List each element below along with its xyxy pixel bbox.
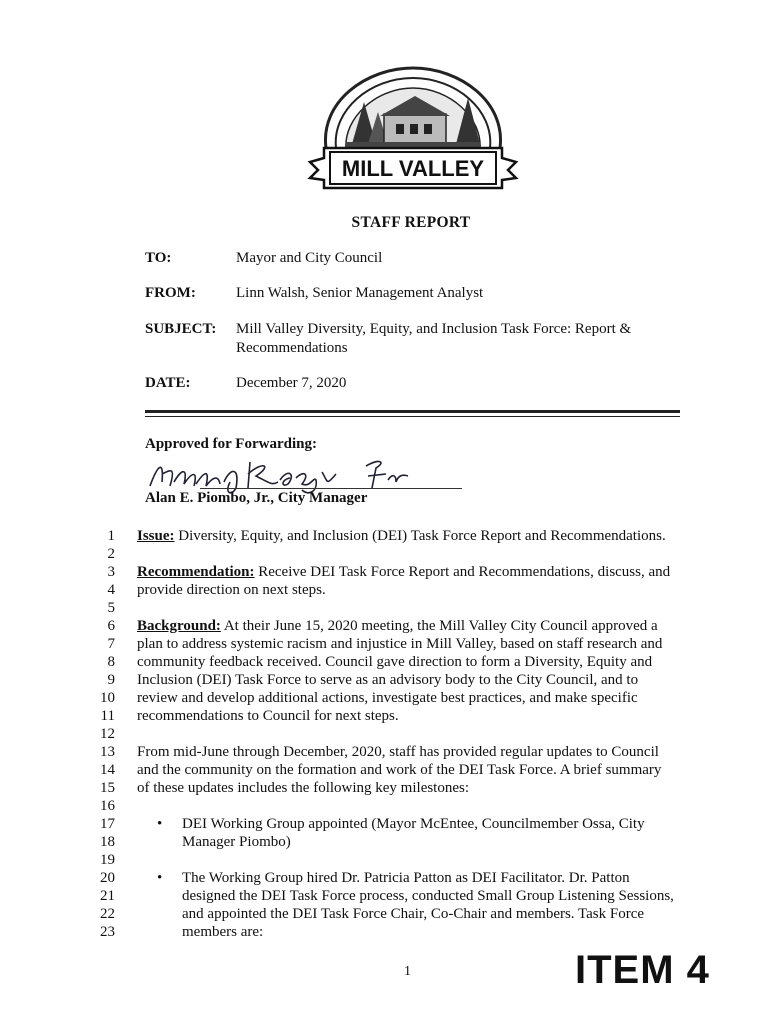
from-value: Linn Walsh, Senior Management Analyst [236,285,484,301]
signature-line [200,488,462,489]
subject-value: Mill Valley Diversity, Equity, and Inclusion Task Force: Report & [236,321,632,337]
date-value: December 7, 2020 [236,375,347,391]
bullet-2-text-2: designed the DEI Task Force process, conducted Small Group Listening Sessions, [182,888,674,904]
subject-label: SUBJECT: [145,321,217,337]
recommendation-label: Recommendation: [137,564,255,580]
bullet-2-text-4: members are: [182,924,264,940]
background-text-6: recommendations to Council for next steps. [137,708,399,724]
line-number: 16 [100,798,115,814]
background-text-3: community feedback received. Council gave direction to form a Diversity, Equity and [137,654,653,670]
background-text-5: review and develop additional actions, investigate best practices, and make specific [137,690,638,706]
report-title: STAFF REPORT [351,214,471,231]
background-label: Background: [137,618,221,634]
bullet-2-text: The Working Group hired Dr. Patricia Patton as DEI Facilitator. Dr. Patton [182,870,630,886]
background-text-2: plan to address systemic racism and injustice in Mill Valley, based on staff research and [137,636,663,652]
line-number: 15 [100,780,115,796]
mill-valley-logo [306,62,520,194]
line-number: 19 [100,852,115,868]
recommendation-line [137,564,670,581]
line-number: 11 [100,708,115,724]
recommendation-text-cont: provide direction on next steps. [137,582,326,598]
line-number: 7 [107,636,115,652]
line-number: 6 [107,618,115,634]
bullet-marker: • [157,870,163,886]
line-number: 1 [107,528,115,544]
item-label: ITEM 4 [575,948,710,992]
background-text: At their June 15, 2020 meeting, the Mill Valley City Council approved a [220,618,658,634]
line-number: 23 [100,924,115,940]
date-label: DATE: [145,375,191,391]
line-number: 14 [100,762,115,778]
line-number: 13 [100,744,115,760]
issue-text: Diversity, Equity, and Inclusion (DEI) Task Force Report and Recommendations. [174,528,666,544]
background-text-4: Inclusion (DEI) Task Force to serve as an advisory body to the City Council, and to [137,672,639,688]
line-number: 10 [100,690,115,706]
header-divider-thin [145,416,680,417]
bullet-1-text: DEI Working Group appointed (Mayor McEntee, Councilmember Ossa, City [182,816,645,832]
line-number: 9 [107,672,115,688]
line-number: 18 [100,834,115,850]
issue-line [137,528,666,545]
line-number: 17 [100,816,115,832]
line-number: 22 [100,906,115,922]
recommendation-text: Receive DEI Task Force Report and Recommendations, discuss, and [254,564,671,580]
subject-value-cont: Recommendations [236,340,348,356]
to-value: Mayor and City Council [236,250,383,266]
header-divider [145,410,680,413]
from-label: FROM: [145,285,196,301]
signer-name: Alan E. Piombo, Jr., City Manager [145,490,368,506]
approved-label: Approved for Forwarding: [145,436,317,452]
line-number: 4 [107,582,115,598]
bullet-marker: • [157,816,163,832]
line-number: 20 [100,870,115,886]
line-number: 3 [107,564,115,580]
line-number: 5 [107,600,115,616]
line-number: 2 [107,546,115,562]
logo-text: MILL VALLEY [341,156,485,181]
summary-text-1: From mid-June through December, 2020, staff has provided regular updates to Council [137,744,659,760]
bullet-1-text-cont: Manager Piombo) [182,834,291,850]
background-line [137,618,658,635]
bullet-2-text-3: and appointed the DEI Task Force Chair, Co-Chair and members. Task Force [182,906,645,922]
line-number: 21 [100,888,115,904]
summary-text-2: and the community on the formation and work of the DEI Task Force. A brief summary [137,762,662,778]
page-number: 1 [404,964,411,979]
summary-text-3: of these updates includes the following key milestones: [137,780,470,796]
issue-label: Issue: [137,528,175,544]
line-number: 8 [107,654,115,670]
to-label: TO: [145,250,172,266]
line-number: 12 [100,726,115,742]
